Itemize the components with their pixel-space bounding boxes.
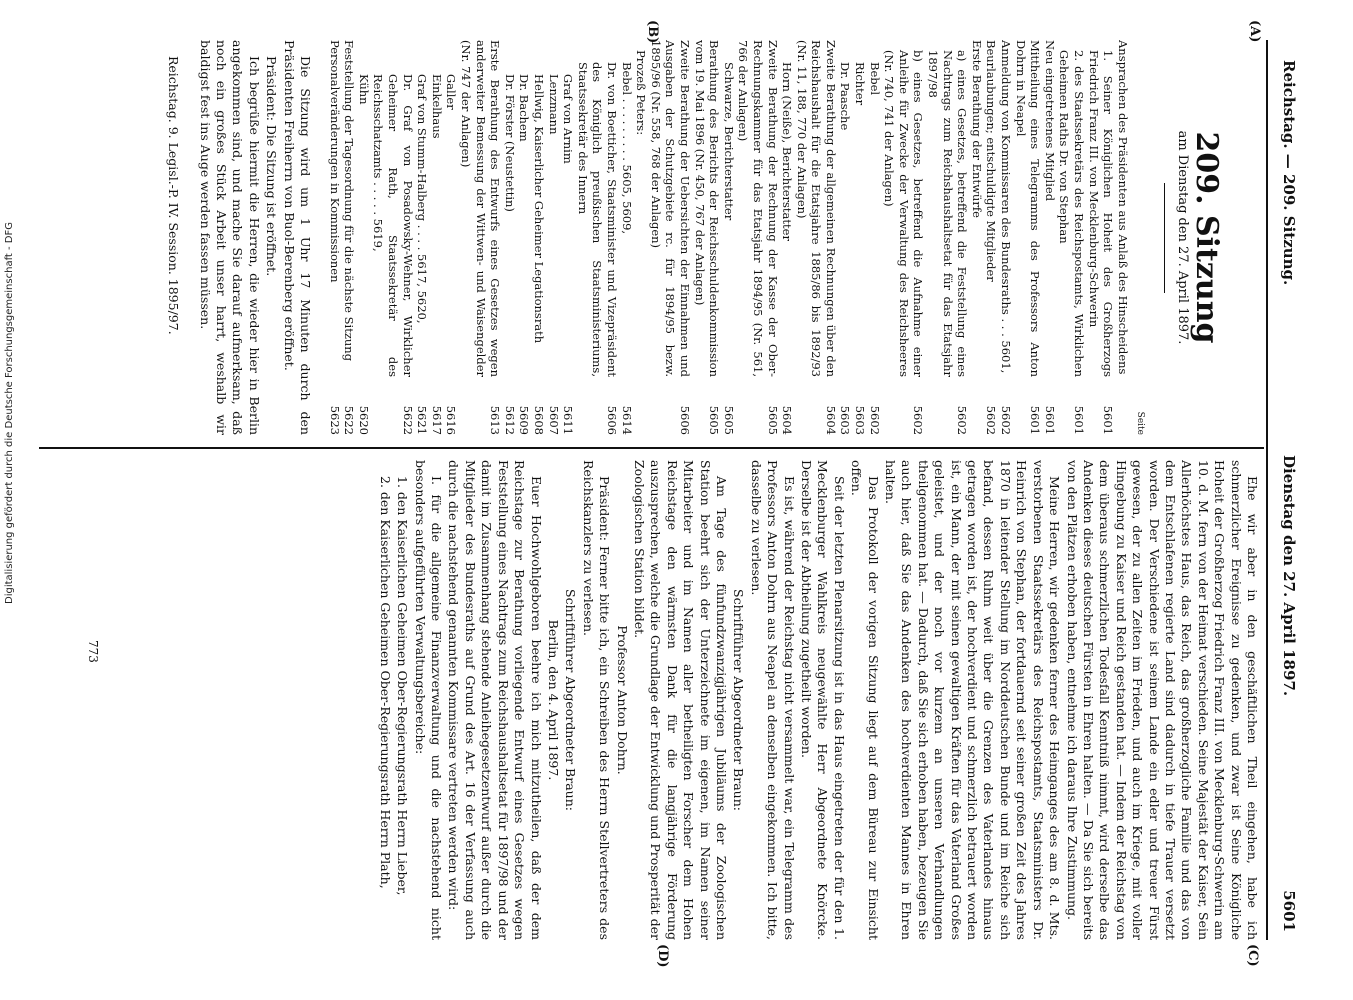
toc-entry-page: 5611 xyxy=(561,405,576,435)
toc-row xyxy=(415,40,430,435)
toc-row xyxy=(429,40,444,435)
proceedings-paragraph: I. für die allgemeine Finanzverwaltung und die nachstehend nicht besonders aufgeführten Verwaltungsbereiche: xyxy=(412,460,445,940)
toc-entry-page: 5614 xyxy=(619,405,634,435)
toc-row xyxy=(356,40,371,435)
toc-entry-text: Zweite Berathung der Uebersichten der Einnahmen und Ausgaben der Schutzgebiete rc. für 1894/95 bezw. 1895/96 (Nr. 558, 768 der Anlagen) xyxy=(648,40,692,377)
toc-row xyxy=(925,40,969,435)
toc-row xyxy=(692,40,721,435)
toc-row xyxy=(546,40,561,435)
opening-paragraph: Ich begrüße hiermit die Herren, die wieder hier in Berlin angekommen sind, und mache Sie darauf aufmerksam, daß noch ein großes Stück Arbeit unser harrt, weshalb wir baldigst fest ins Auge werden fassen müssen. xyxy=(197,40,262,435)
toc-entry-page: 5601 xyxy=(1072,405,1086,435)
opening-paragraph: Die Sitzung wird um 1 Uhr 17 Minuten durch den Präsidenten Freiherrn von Buol-Berenberg eröffnet. xyxy=(281,40,314,435)
toc-entry-text: Anmeldung von Kommissaren des Bundesraths . . . 5601, xyxy=(999,40,1014,374)
toc-entry-text: Erste Berathung der Entwürfe xyxy=(969,40,984,218)
toc-entry-page: 5606 xyxy=(605,405,619,435)
toc-entry-text: Zweite Berathung der allgemeinen Rechnungen über den Reichshaushalt für die Etatsjahre 1885/86 bis 1892/93 (Nr. 11, 188, 770 der Anlagen) xyxy=(794,40,838,377)
toc-entry-page: 5616 xyxy=(444,405,459,435)
toc-row xyxy=(794,40,838,435)
toc-row xyxy=(327,40,342,435)
proceedings-paragraph: 2. den Kaiserlichen Geheimen Ober-Regierungsrath Herrn Plath, xyxy=(377,476,393,889)
toc-seite-label: Seite xyxy=(1135,411,1146,435)
toc-row xyxy=(342,40,357,435)
toc-row xyxy=(634,40,649,435)
toc-row xyxy=(721,40,736,435)
title-rule xyxy=(1164,183,1165,293)
toc-entry-text: Erste Berathung des Entwurfs eines Gesetzes wegen anderweiter Bemessung der Wittwen- und Waisengelder (Nr. 747 der Anlagen) xyxy=(459,40,503,377)
proceedings-paragraph: Es ist, während der Reichstag nicht versammelt war, ein Telegramm des Professors Anton Dohrn aus Neapel an denselben eingekommen. Ich bitte, dasselbe zu verlesen. xyxy=(748,460,797,940)
toc-entry-text: Galler xyxy=(444,74,459,110)
proceedings-paragraph: Professor Anton Dohrn. xyxy=(614,625,630,775)
toc-entry-text: Dr. Paasche xyxy=(838,62,853,131)
toc-entry-page: 5623 xyxy=(327,405,342,435)
toc-row xyxy=(969,40,984,435)
toc-entry-page: 5605 xyxy=(765,405,780,435)
toc-entry-text: Feststellung der Tagesordnung für die nächste Sitzung xyxy=(342,40,357,362)
proceedings-paragraph: Schriftführer Abgeordneter Braun: xyxy=(563,589,579,811)
left-column xyxy=(40,40,1260,435)
margin-letter-b: (B) xyxy=(645,20,660,44)
toc-entry-text: Graf von Stumm-Halberg . . . . 5617, 5620, xyxy=(415,74,430,324)
opening-text xyxy=(196,40,313,435)
toc-entry-text: Berathung des Berichts der Reichsschuldenkommission vom 19. Mai 1896 (Nr. 450, 767 der Anlagen) xyxy=(692,40,722,377)
toc-row xyxy=(984,40,999,435)
opening-paragraph: Präsident: Die Sitzung ist eröffnet. xyxy=(264,56,280,277)
proceedings-paragraph: Euer Hochwohlgeboren beehre ich mich mitzutheilen, daß der dem Reichstage zur Berathung vorliegende Entwurf eines Gesetzes wegen Feststellung eines Nachtrags zum Reichshaushaltsetat für 1897/98 und der damit im Zusammenhang stehende Anleihegesetzentwurf außer durch die Mitglieder des Bundesraths auf Grund des Art. 16 der Verfassung auch durch die nachstehend genannten Kommissare vertreten werden wird: xyxy=(446,460,544,940)
proceedings-paragraph: Berlin, den 4. April 1897. xyxy=(545,619,561,781)
toc-row xyxy=(853,40,868,435)
toc-entry-page: 5602 xyxy=(867,405,882,435)
toc-row xyxy=(502,40,517,435)
toc-entry-text: Hellwig, Kaiserlicher Geheimer Legationsrath xyxy=(532,74,547,344)
toc-entry-page: 5603 xyxy=(853,405,868,435)
toc-entry-page: 5602 xyxy=(955,405,970,435)
rotated-page xyxy=(30,20,1300,968)
toc-entry-page: 5617 xyxy=(429,405,444,435)
margin-letter-d: (D) xyxy=(655,944,670,968)
toc-entry-page: 5612 xyxy=(502,405,517,435)
toc-entry-page: 5602 xyxy=(911,405,926,435)
toc-entry-text: Kühn xyxy=(356,74,371,105)
column-divider xyxy=(39,447,1264,449)
toc-entry-text: Bebel xyxy=(867,62,882,96)
toc-entry-text: Beurlaubungen; entschuldigte Mitglieder xyxy=(984,40,999,282)
toc-entry-text: Graf von Arnim xyxy=(561,74,576,164)
toc-row xyxy=(1013,40,1042,435)
toc-entry-page: 5607 xyxy=(546,405,561,435)
toc-entry-page: 5605 xyxy=(707,405,722,435)
toc-entry-page: 5601 xyxy=(1101,405,1116,435)
toc-row xyxy=(780,40,795,435)
toc-entry-text: Richter xyxy=(853,62,868,106)
toc-row xyxy=(882,40,926,435)
toc-entry-text: Horn (Neiße), Berichterstatter xyxy=(780,62,795,241)
toc-entry-text: Schwarze, Berichterstatter xyxy=(721,62,736,221)
toc-entry-page: 5604 xyxy=(780,405,795,435)
toc-row xyxy=(575,40,619,435)
toc-entry-text: Ansprachen des Präsidenten aus Anlaß des Hinscheidens xyxy=(1115,40,1130,375)
toc-row xyxy=(1086,40,1115,435)
proceedings-text xyxy=(376,460,1260,940)
toc-row xyxy=(444,40,459,435)
toc-row xyxy=(838,40,853,435)
session-title: 209. Sitzung xyxy=(1189,131,1224,344)
toc-row xyxy=(648,40,692,435)
toc-entry-text: Dr. Förster (Neustettin) xyxy=(502,74,517,212)
dfg-credit: Digitalisierung gefördert durch die Deutsche Forschungsgemeinschaft - DFG xyxy=(4,221,15,604)
toc-entry-text: Zweite Berathung der Rechnung der Kasse der Ober-Rechnungskammer für das Etatsjahr 1894/95 (Nr. 561, 766 der Anlagen) xyxy=(736,40,780,377)
toc-entry-page: 5602 xyxy=(984,405,999,435)
toc-entry-text: Neu eingetretenes Mitglied xyxy=(1042,40,1057,202)
toc-entry-page: 5609 xyxy=(517,405,532,435)
toc-entry-text: Lenzmann xyxy=(546,74,561,135)
toc-row xyxy=(1115,40,1130,435)
toc-entry-page: 5608 xyxy=(532,405,547,435)
session-date: am Dienstag den 27. April 1897. xyxy=(1174,130,1190,345)
toc-entry-page: 5620 xyxy=(356,405,371,435)
toc-entry-page: 5622 xyxy=(342,405,357,435)
toc-entry-page: 5606 xyxy=(677,405,692,435)
proceedings-paragraph: Meine Herren, wir gedenken ferner des Heimganges des am 8. d. Mts. verstorbenen Staatssekretärs des Reichspostamts, Staatsministers Dr. Heinrich von Stephan, der fortdauernd seit seiner großen Zeit des Jahres 1870 in leitender Stellung im Norddeutschen Bunde und im Reiche sich befand, dessen Ruhm weit über die Grenzen des Vaterlandes hinaus getragen worden ist, der hochverdient und schmerzlich betrauert worden ist, ein Mann, der mit seinen gewaltigen Kräften für das Vaterland Großes geleistet, und der noch vor kurzem an unseren Verhandlungen theilgenommen hat. — Dadurch, daß Sie sich erhoben haben, bezeugen Sie auch hier, daß Sie das Andenken des hochverdienten Mannes in Ehren halten. xyxy=(883,460,1063,940)
header-left: Reichstag. — 209. Sitzung. xyxy=(1280,60,1298,286)
toc-entry-text: Personalveränderungen in Kommissionen xyxy=(327,40,342,283)
toc-row xyxy=(998,40,1013,435)
toc-entry-text: 2. des Staatssekretärs des Reichspostamts, Wirklichen Geheimen Raths Dr. von Stephan xyxy=(1057,50,1086,377)
toc-entry-text: Bebel . . . . . . . . . 5605, 5609, xyxy=(619,62,634,235)
toc-entry-text: Einkelhaus xyxy=(429,74,444,139)
toc-entry-text: Mittheilung eines Telegramms des Professors Anton Dohrn in Neapel xyxy=(1013,40,1043,377)
toc-entry-text: Dr. Bachem xyxy=(517,74,532,142)
toc-entry-text: b) eines Gesetzes, betreffend die Aufnahme einer Anleihe für Zwecke der Verwaltung des Reichsheeres (Nr. 740, 741 der Anlagen) xyxy=(882,50,926,377)
proceedings-paragraph: Am Tage des fünfundzwanzigjährigen Jubiläums der Zoologischen Station beehrt sich der Unterzeichnete im eigenen, im Namen seiner Mitarbeiter und im Namen aller betheiligten Forscher dem Hohen Reichstage den wärmsten Dank für die langjährige Förderung auszusprechen, welche die Grundlage der Entwicklung und Prosperität der Zoologischen Station bildet. xyxy=(631,460,729,940)
proceedings-paragraph: Das Protokoll der vorigen Sitzung liegt auf dem Büreau zur Einsicht offen. xyxy=(849,460,881,940)
toc-row xyxy=(517,40,532,435)
proceedings-paragraph: Ehe wir aber in den geschäftlichen Theil eingehen, habe ich schmerzlicher Ereignisse zu gedenken, und zwar ist Seine Königliche Hoheit der Großherzog Friedrich Franz III. von Mecklenburg-Schwerin am 10. d. M. fern von der Heimat verschieden. Seine Majestät der Kaiser, Sein Allerhöchstes Haus, das Reich, das großherzogliche Familie und das von dem Entschlafenen regierte Land sind dadurch in tiefe Trauer versetzt worden. Der Verschiedene ist seinem Lande ein edler und treuer Fürst gewesen, der zu allen Zeiten im Frieden, und auch im Kriege, mit voller Hingebung zu Kaiser und Reich gestanden hat. — Indem der Reichstag von dem überaus schmerzlichen Todesfall Kenntniß nimmt, wird derselbe das Andenken dieses deutschen Fürsten in Ehren halten. — Da Sie sich bereits von den Plätzen erhoben haben, entnehme ich daraus Ihre Zustimmung. xyxy=(1064,460,1260,940)
toc-row xyxy=(619,40,634,435)
toc-entry-text: Dr. Graf von Posadowsky-Wehner, Wirklicher Geheimer Rath, Staatssekretär des Reichsschatzamts . . . . . 5619, xyxy=(371,74,415,377)
toc-entry-text: Dr. von Boetticher, Staatsminister und Vizepräsident des Königlich preußischen Staatsministeriums, Staatssekretär des Innern xyxy=(575,62,619,377)
toc-row xyxy=(458,40,502,435)
footer-note: Reichstag. 9. Legisl.-P. IV. Session. 1895/97. xyxy=(166,56,182,335)
toc-entry-page: 5601 xyxy=(1042,405,1057,435)
toc-entry-page: 5602 xyxy=(999,405,1014,435)
margin-letter-a: (A) xyxy=(1247,20,1262,43)
bottom-page-number: 773 xyxy=(86,640,100,663)
margin-letter-c: (C) xyxy=(1245,944,1260,967)
toc-row xyxy=(531,40,546,435)
table-of-contents xyxy=(327,40,1130,435)
right-column xyxy=(40,460,1260,940)
running-header xyxy=(1276,40,1298,940)
proceedings-paragraph: Seit der letzten Plenarsitzung ist in das Haus eingetreten der für den 1. Mecklenburger Wahlkreis neugewählte Herr Abgeordnete Knörcke. Derselbe ist der Abtheilung zugetheilt worden. xyxy=(799,460,847,940)
toc-entry-page: 5613 xyxy=(488,405,503,435)
proceedings-paragraph: Präsident: Ferner bitte ich, ein Schreiben des Herrn Stellvertreters des Reichskanzlers zu verlesen. xyxy=(580,460,613,940)
toc-row xyxy=(561,40,576,435)
toc-entry-page: 5621 xyxy=(415,405,430,435)
toc-row xyxy=(1042,40,1057,435)
toc-entry-text: 1. Seiner Königlichen Hoheit des Großherzogs Friedrich Franz III. von Mecklenburg-Schwerin xyxy=(1086,50,1116,377)
toc-entry-page: 5604 xyxy=(823,405,838,435)
toc-entry-text: a) eines Gesetzes, betreffend die Feststellung eines Nachtrags zum Reichshaushaltsetat für das Etatsjahr 1897/98 xyxy=(926,50,970,377)
toc-row xyxy=(736,40,780,435)
proceedings-paragraph: 1. den Kaiserlichen Geheimen Ober-Regierungsrath Herrn Lieber, xyxy=(395,476,411,896)
header-rule xyxy=(1266,40,1268,940)
toc-entry-page: 5622 xyxy=(400,405,415,435)
toc-row xyxy=(371,40,415,435)
toc-entry-page: 5603 xyxy=(838,405,853,435)
toc-entry-text: Prozeß Peters: xyxy=(634,50,649,136)
toc-entry-page: 5605 xyxy=(721,405,736,435)
header-page-number: 5601 xyxy=(1280,890,1298,932)
toc-entry-page: 5601 xyxy=(1028,405,1043,435)
toc-row xyxy=(1057,40,1086,435)
proceedings-paragraph: Schriftführer Abgeordneter Braun: xyxy=(731,589,747,811)
toc-row xyxy=(867,40,882,435)
header-center: Dienstag den 27. April 1897. xyxy=(1280,455,1298,697)
